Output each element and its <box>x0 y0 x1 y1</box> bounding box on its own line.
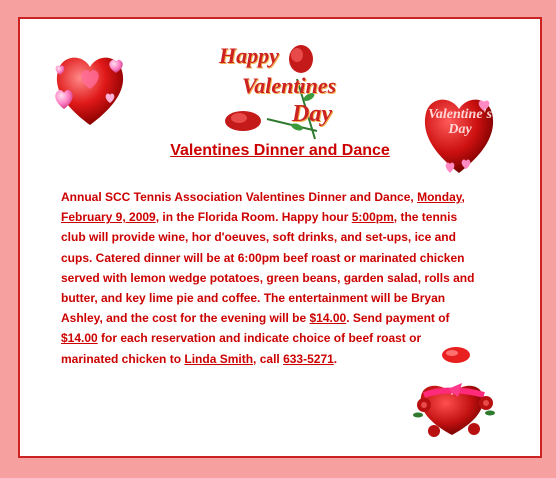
event-date: Monday, February 9, 2009 <box>61 190 465 225</box>
body-text-3: , the tennis club will provide wine, hor d'oeuves, soft drinks, and set-ups, ice and cups. Catered dinner will be at 6:00pm beef roast or marinated chicken served with lemon wedge potatoes, green beans, garden salad, rolls and butter, and key lime pie and coffee. The entertainment will be Bryan Ashley, and the cost for the evening will be <box>61 210 475 326</box>
body-text-7: . <box>333 351 338 366</box>
heart-box-with-roses-icon <box>404 343 500 439</box>
event-description <box>61 187 479 369</box>
badge-line2: Day <box>448 122 472 138</box>
happy-hour-time: 5:00pm <box>351 210 394 225</box>
flyer-frame <box>18 17 542 458</box>
body-text-2: , in the Florida Room. Happy hour <box>155 210 352 225</box>
event-cost: $14.00 <box>309 311 347 326</box>
header-happy: Happy <box>219 43 279 68</box>
header-valentines: Valentines <box>242 73 337 98</box>
contact-phone: 633-5271 <box>283 351 334 366</box>
header-banner <box>197 39 363 143</box>
header-day: Day <box>292 101 332 127</box>
page-title: Valentines Dinner and Dance <box>170 142 390 159</box>
valentine-heart-badge <box>420 89 498 179</box>
body-text-4: . Send payment of <box>346 311 450 326</box>
badge-line1: Valentine's <box>428 107 492 122</box>
badge-text <box>428 107 492 138</box>
heart-cluster-icon <box>50 45 130 129</box>
contact-name: Linda Smith <box>184 351 254 366</box>
body-text-5: for each reservation and indicate choice of beef roast or marinated chicken to <box>61 331 422 366</box>
body-text-1: Annual SCC Tennis Association Valentines Dinner and Dance, <box>61 190 418 204</box>
payment-amount: $14.00 <box>61 331 98 346</box>
body-text-6: , call <box>253 351 284 366</box>
